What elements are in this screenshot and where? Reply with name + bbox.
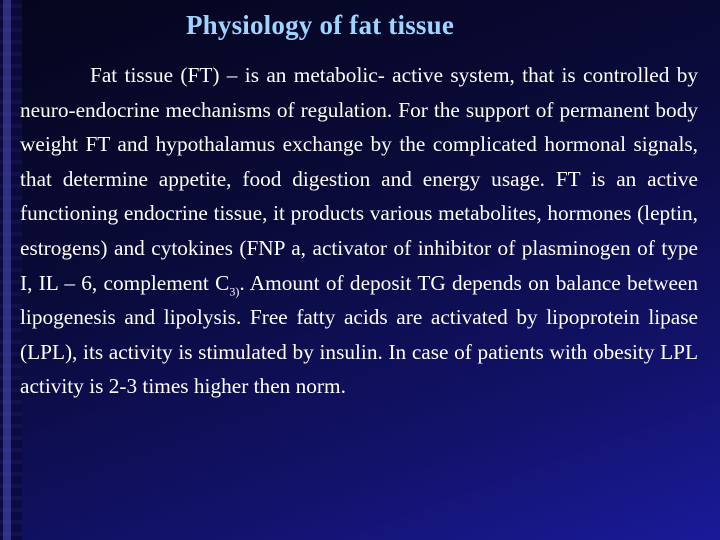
decorative-left-strip [0,0,22,540]
body-text-part1: Fat tissue (FT) – is an metabolic- active system, that is controlled by neuro-endocrine mechanisms of regulation. For the support of permanent body weight FT and hypothalamus exchange by the complicated hormonal signals, that determine appetite, food digestion and energy usage. FT is an active functioning endocrine tissue, it products various metabolites, hormones (leptin, estrogens) and cytokines (FNP a, activator of inhibitor of plasminogen of type I, IL – 6, complement C [20,63,698,295]
slide-body-text [20,58,698,404]
body-text-part2: . Amount of deposit TG depends on balance between lipogenesis and lipolysis. Free fatty acids are activated by lipoprotein lipase (LPL), its activity is stimulated by insulin. In case of patients with obesity LPL activity is 2-3 times higher then norm. [20,270,699,399]
subscript-text: 3) [229,283,240,298]
slide-title: Physiology of fat tissue [185,10,455,40]
